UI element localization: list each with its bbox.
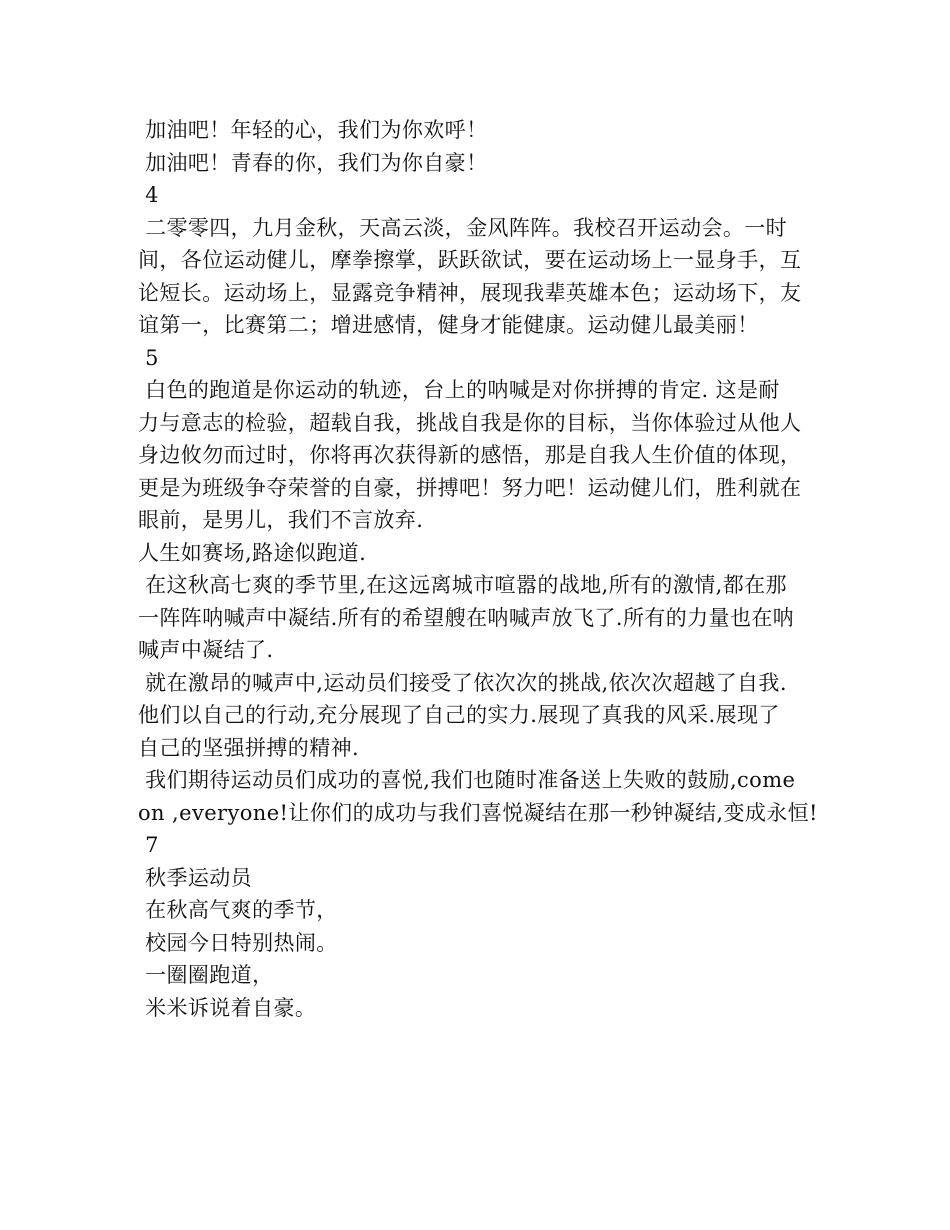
text-line: 谊第一，比赛第二；增进感情，健身才能健康。运动健儿最美丽！ (138, 313, 759, 337)
text-line: 白色的跑道是你运动的轨迹，台上的呐喊是对你拼搏的肯定. 这是耐 (138, 378, 780, 402)
text-line: 更是为班级争夺荣誉的自豪，拼搏吧！努力吧！运动健儿们，胜利就在 (138, 475, 802, 500)
text-line: 身边攸勿而过时，你将再次获得新的感悟，那是自我人生价值的体现， (138, 443, 802, 467)
text-line: 人生如赛场,路途似跑道. (138, 540, 367, 565)
section-number: 7 (138, 833, 159, 857)
poem-title: 秋季运动员 (138, 865, 253, 890)
text-line: 加油吧！年轻的心，我们为你欢呼！ (138, 118, 488, 142)
text-line: 二零零四，九月金秋，天高云淡，金风阵阵。我校召开运动会。一时 (138, 215, 788, 240)
section-number: 4 (138, 183, 159, 207)
text-line: 就在激昂的喊声中,运动员们接受了依次次的挑战,依次次超越了自我. (138, 670, 787, 695)
text-line: 他们以自己的行动,充分展现了自己的实力.展现了真我的风采.展现了 (138, 703, 780, 727)
text-line: on ,everyone!让你们的成功与我们喜悦凝结在那一秒钟凝结,变成永恒! (138, 800, 818, 825)
text-line: 我们期待运动员们成功的喜悦,我们也随时准备送上失败的鼓励,come (138, 768, 796, 792)
poem-line: 米米诉说着自豪。 (138, 995, 317, 1020)
section-number: 5 (138, 345, 159, 370)
text-line: 在这秋高七爽的季节里,在这远离城市喧嚣的战地,所有的激情,都在那 (138, 573, 787, 597)
document-body (138, 114, 828, 1024)
poem-line: 校园今日特别热闹。 (138, 930, 338, 955)
text-line: 论短长。运动场上，显露竞争精神，展现我辈英雄本色；运动场下，友 (138, 280, 802, 305)
text-line: 加油吧！青春的你，我们为你自豪！ (138, 150, 488, 175)
text-line: 间，各位运动健儿，摩拳擦掌，跃跃欲试，要在运动场上一显身手，互 (138, 248, 802, 272)
poem-line: 一圈圈跑道， (138, 963, 274, 987)
poem-line: 在秋高气爽的季节， (138, 898, 338, 922)
text-line: 自己的坚强拼搏的精神. (138, 735, 360, 760)
text-line: 喊声中凝结了. (138, 638, 274, 662)
text-line: 力与意志的检验，超载自我，挑战自我是你的目标，当你体验过从他人 (138, 410, 802, 435)
text-line: 一阵阵呐喊声中凝结.所有的希望艘在呐喊声放飞了.所有的力量也在呐 (138, 605, 795, 630)
text-line: 眼前，是男儿，我们不言放弃. (138, 508, 424, 532)
